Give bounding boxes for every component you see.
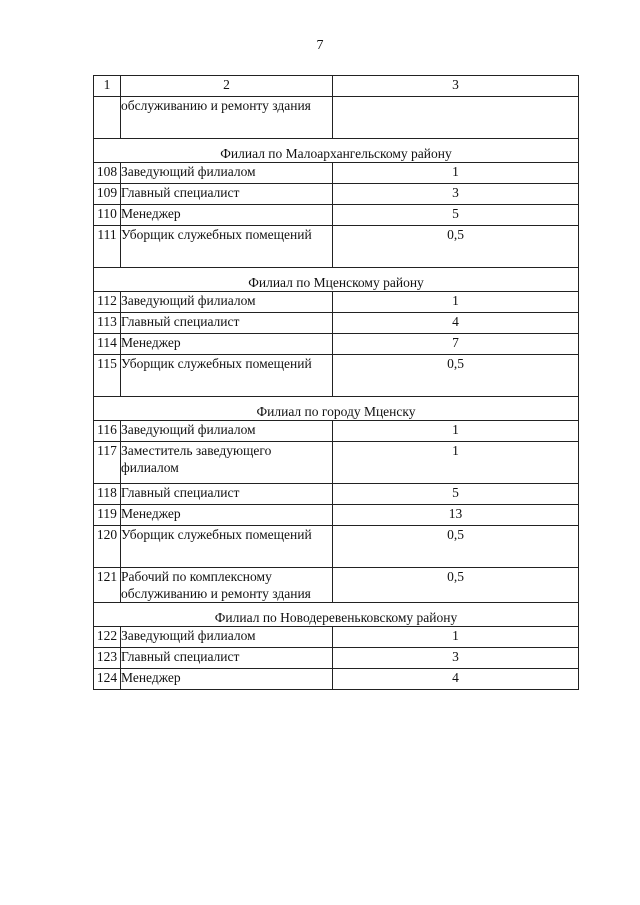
table-row (94, 648, 579, 669)
position-count: 1 (333, 442, 579, 484)
position-count: 0,5 (333, 226, 579, 268)
table-row (94, 421, 579, 442)
position-name: Главный специалист (121, 313, 333, 334)
continuation-name: обслуживанию и ремонту здания (121, 97, 333, 139)
table-row (94, 505, 579, 526)
position-name: Заведующий филиалом (121, 163, 333, 184)
continuation-count (333, 97, 579, 139)
position-name: Менеджер (121, 334, 333, 355)
table-row (94, 355, 579, 397)
position-count: 1 (333, 627, 579, 648)
continuation-row (94, 97, 579, 139)
position-count: 1 (333, 163, 579, 184)
position-name: Уборщик служебных помещений (121, 526, 333, 568)
row-number: 116 (94, 421, 121, 442)
position-name: Уборщик служебных помещений (121, 226, 333, 268)
row-number: 121 (94, 568, 121, 603)
position-count: 3 (333, 184, 579, 205)
row-number: 122 (94, 627, 121, 648)
table-row (94, 226, 579, 268)
continuation-num (94, 97, 121, 139)
section-header-row (94, 268, 579, 292)
table-row (94, 484, 579, 505)
row-number: 112 (94, 292, 121, 313)
position-name: Заведующий филиалом (121, 292, 333, 313)
row-number: 124 (94, 669, 121, 690)
position-count: 4 (333, 313, 579, 334)
table-row (94, 568, 579, 603)
section-title: Филиал по Мценскому району (94, 268, 579, 292)
row-number: 108 (94, 163, 121, 184)
row-number: 118 (94, 484, 121, 505)
table-row (94, 205, 579, 226)
position-count: 5 (333, 205, 579, 226)
table-row (94, 627, 579, 648)
header-col-2: 2 (121, 76, 333, 97)
section-title: Филиал по Малоархангельскому району (94, 139, 579, 163)
position-name: Рабочий по комплексному обслуживанию и ремонту здания (121, 568, 333, 603)
position-count: 1 (333, 421, 579, 442)
table-row (94, 669, 579, 690)
section-title: Филиал по Новодеревеньковскому району (94, 603, 579, 627)
header-col-1: 1 (94, 76, 121, 97)
table-row (94, 526, 579, 568)
position-name: Главный специалист (121, 484, 333, 505)
table-row (94, 334, 579, 355)
header-col-3: 3 (333, 76, 579, 97)
row-number: 120 (94, 526, 121, 568)
row-number: 114 (94, 334, 121, 355)
section-title: Филиал по городу Мценску (94, 397, 579, 421)
position-count: 7 (333, 334, 579, 355)
row-number: 123 (94, 648, 121, 669)
section-header-row (94, 139, 579, 163)
position-count: 3 (333, 648, 579, 669)
position-count: 13 (333, 505, 579, 526)
position-count: 0,5 (333, 355, 579, 397)
position-name: Уборщик служебных помещений (121, 355, 333, 397)
position-name: Главный специалист (121, 648, 333, 669)
row-number: 119 (94, 505, 121, 526)
position-count: 0,5 (333, 526, 579, 568)
position-count: 5 (333, 484, 579, 505)
page-number: 7 (316, 38, 324, 53)
row-number: 117 (94, 442, 121, 484)
row-number: 110 (94, 205, 121, 226)
position-count: 4 (333, 669, 579, 690)
table-row (94, 442, 579, 484)
position-name: Заместитель заведующего филиалом (121, 442, 333, 484)
position-name: Заведующий филиалом (121, 421, 333, 442)
row-number: 113 (94, 313, 121, 334)
table-row (94, 184, 579, 205)
position-name: Менеджер (121, 205, 333, 226)
table-row (94, 313, 579, 334)
row-number: 115 (94, 355, 121, 397)
position-count: 1 (333, 292, 579, 313)
table-row (94, 163, 579, 184)
position-name: Менеджер (121, 505, 333, 526)
position-name: Главный специалист (121, 184, 333, 205)
staffing-table (93, 75, 579, 690)
position-name: Заведующий филиалом (121, 627, 333, 648)
section-header-row (94, 397, 579, 421)
row-number: 111 (94, 226, 121, 268)
row-number: 109 (94, 184, 121, 205)
table-header-row (94, 76, 579, 97)
table-row (94, 292, 579, 313)
position-count: 0,5 (333, 568, 579, 603)
section-header-row (94, 603, 579, 627)
position-name: Менеджер (121, 669, 333, 690)
